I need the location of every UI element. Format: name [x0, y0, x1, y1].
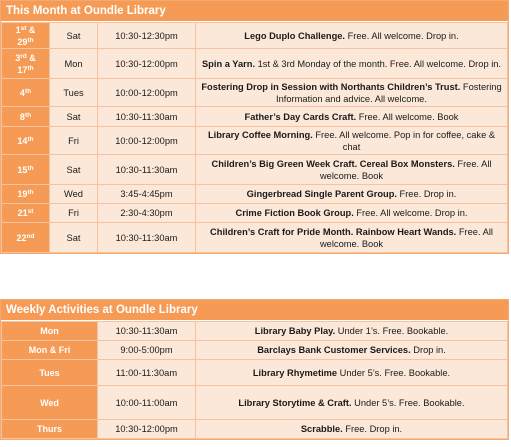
event-date	[2, 107, 50, 127]
event-date	[2, 49, 50, 79]
event-description	[196, 204, 508, 223]
date-suffix: th	[27, 36, 34, 44]
event-details: 1st & 3rd Monday of the month. Free. All welcome. Drop in.	[255, 58, 502, 69]
weekly-row	[2, 341, 508, 360]
activity-time: 10:30-11:30am	[98, 322, 196, 341]
date-number: 4	[19, 87, 25, 98]
monthly-row	[2, 23, 508, 49]
event-day: Sat	[50, 155, 98, 185]
event-date	[2, 185, 50, 204]
weekly-table	[1, 321, 508, 439]
event-time: 2:30-4:30pm	[98, 204, 196, 223]
activity-time: 9:00-5:00pm	[98, 341, 196, 360]
activity-name: Library Storytime & Craft.	[238, 397, 352, 408]
date-number: 19	[17, 189, 28, 199]
activity-details: Drop in.	[410, 345, 446, 355]
weekly-row	[2, 322, 508, 341]
activity-description	[196, 386, 508, 420]
monthly-row	[2, 79, 508, 107]
activity-day: Thurs	[2, 420, 98, 439]
activity-description	[196, 420, 508, 439]
date-suffix: th	[27, 64, 34, 72]
event-date	[2, 223, 50, 253]
event-name: Lego Duplo Challenge.	[244, 30, 346, 41]
event-description	[196, 127, 508, 155]
activity-details: Under 5’s. Free. Bookable.	[337, 367, 451, 378]
event-time: 10:00-12:00pm	[98, 127, 196, 155]
event-description	[196, 23, 508, 49]
event-time: 3:45-4:45pm	[98, 185, 196, 204]
event-day: Tues	[50, 79, 98, 107]
event-name: Father’s Day Cards Craft.	[244, 111, 357, 122]
event-day: Wed	[50, 185, 98, 204]
event-time: 10:30-12:30pm	[98, 23, 196, 49]
monthly-row	[2, 155, 508, 185]
activity-details: Under 1’s. Free. Bookable.	[335, 326, 449, 336]
event-time: 10:30-11:30am	[98, 155, 196, 185]
event-date	[2, 127, 50, 155]
event-details: Free. All welcome. Book	[319, 158, 492, 181]
event-details: Free. All welcome. Drop in.	[353, 208, 468, 218]
event-details: Free. All welcome. Book	[319, 226, 493, 249]
date-number: 29	[17, 36, 28, 47]
monthly-table	[1, 22, 508, 253]
event-details: Free. All welcome. Drop in.	[345, 30, 459, 41]
date-number: 17	[17, 64, 28, 75]
monthly-title: This Month at Oundle Library	[1, 1, 508, 22]
date-number: 1	[15, 24, 21, 35]
date-number: 3	[15, 52, 21, 63]
event-name: Crime Fiction Book Group.	[235, 208, 354, 218]
event-day: Fri	[50, 204, 98, 223]
activity-day: Mon & Fri	[2, 341, 98, 360]
event-name: Children’s Craft for Pride Month. Rainbow Heart Wands.	[210, 226, 457, 237]
event-time: 10:30-11:30am	[98, 107, 196, 127]
event-day: Sat	[50, 107, 98, 127]
activity-time: 11:00-11:30am	[98, 360, 196, 386]
activity-description	[196, 360, 508, 386]
date-suffix: th	[27, 164, 34, 172]
monthly-row	[2, 49, 508, 79]
activity-name: Library Baby Play.	[254, 326, 336, 336]
activity-day: Wed	[2, 386, 98, 420]
activity-day: Tues	[2, 360, 98, 386]
event-description	[196, 223, 508, 253]
date-suffix: th	[24, 87, 32, 95]
date-suffix: nd	[26, 232, 35, 240]
monthly-row	[2, 204, 508, 223]
event-time: 10:00-12:00pm	[98, 79, 196, 107]
event-day: Mon	[50, 49, 98, 79]
activity-time: 10:30-12:00pm	[98, 420, 196, 439]
weekly-row	[2, 386, 508, 420]
event-day: Sat	[50, 23, 98, 49]
event-description	[196, 155, 508, 185]
event-date	[2, 23, 50, 49]
activity-name: Barclays Bank Customer Services.	[257, 345, 411, 355]
event-time: 10:30-12:00pm	[98, 49, 196, 79]
event-name: Spin a Yarn.	[201, 58, 256, 69]
event-description	[196, 49, 508, 79]
activity-details: Free. Drop in.	[342, 424, 403, 434]
event-name: Children’s Big Green Week Craft. Cereal Box Monsters.	[211, 158, 455, 169]
event-date	[2, 204, 50, 223]
activity-description	[196, 322, 508, 341]
monthly-row	[2, 223, 508, 253]
activity-name: Library Rhymetime	[252, 367, 338, 378]
weekly-row	[2, 360, 508, 386]
event-time: 10:30-11:30am	[98, 223, 196, 253]
date-suffix: th	[27, 189, 34, 196]
date-separator: &	[26, 52, 36, 63]
event-day: Sat	[50, 223, 98, 253]
event-details: Fostering Information and advice. All welcome.	[276, 81, 502, 104]
date-number: 8	[19, 111, 25, 122]
activity-details: Under 5’s. Free. Bookable.	[351, 397, 465, 408]
date-separator: &	[26, 24, 36, 35]
event-date	[2, 155, 50, 185]
date-suffix: th	[27, 135, 34, 143]
date-suffix: st	[27, 208, 34, 215]
date-suffix: st	[20, 24, 27, 32]
activity-day: Mon	[2, 322, 98, 341]
activity-name: Scrabble.	[300, 424, 343, 434]
event-details: Free. Drop in.	[396, 189, 457, 199]
event-date	[2, 79, 50, 107]
date-number: 22	[16, 232, 27, 243]
date-number: 14	[17, 135, 28, 146]
activity-description	[196, 341, 508, 360]
event-name: Library Coffee Morning.	[207, 129, 313, 140]
event-details: Free. All welcome. Pop in for coffee, cake & chat	[312, 129, 496, 152]
event-details: Free. All welcome. Book	[356, 111, 459, 122]
event-description	[196, 107, 508, 127]
weekly-activities-table	[0, 299, 509, 440]
event-day: Fri	[50, 127, 98, 155]
monthly-row	[2, 107, 508, 127]
event-name: Gingerbread Single Parent Group.	[246, 189, 397, 199]
monthly-row	[2, 127, 508, 155]
monthly-row	[2, 185, 508, 204]
activity-time: 10:00-11:00am	[98, 386, 196, 420]
event-name: Fostering Drop in Session with Northants Children’s Trust.	[201, 81, 461, 92]
date-suffix: rd	[20, 52, 27, 60]
weekly-title: Weekly Activities at Oundle Library	[1, 300, 508, 321]
event-description	[196, 185, 508, 204]
weekly-row	[2, 420, 508, 439]
date-suffix: th	[24, 111, 32, 119]
date-number: 21	[17, 208, 28, 218]
date-number: 15	[17, 164, 28, 175]
event-description	[196, 79, 508, 107]
